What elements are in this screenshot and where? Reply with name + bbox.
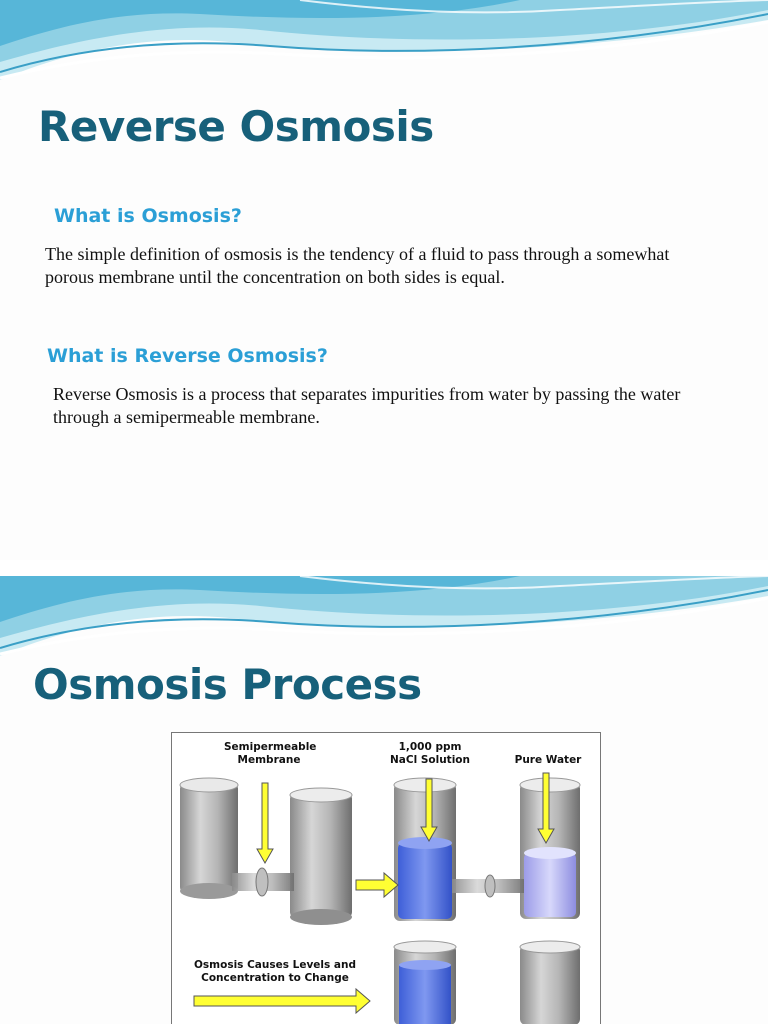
wave-banner <box>0 576 768 666</box>
slide-gap <box>0 560 768 576</box>
reverse-osmosis-definition: Reverse Osmosis is a process that separates impurities from water by passing the water through a semipermeable membrane. <box>53 384 681 427</box>
osmosis-diagram <box>171 732 601 1024</box>
empty-tank-right <box>290 788 352 925</box>
slide-title: Reverse Osmosis <box>38 102 434 151</box>
nacl-label <box>386 741 474 767</box>
membrane-pointer-arrow <box>257 783 273 863</box>
pure-water-tank <box>520 778 580 919</box>
slide-title: Osmosis Process <box>33 660 422 709</box>
membrane-label <box>224 741 317 767</box>
change-label-line2: Concentration to Change <box>201 972 349 984</box>
change-arrow-bottom <box>194 989 370 1013</box>
empty-tank-left <box>180 778 238 899</box>
membrane-label-line2: Membrane <box>237 754 301 766</box>
nacl-label-line2: NaCl Solution <box>390 754 470 766</box>
changed-level-tank-right <box>520 941 580 1024</box>
slide-osmosis-process <box>0 576 768 1024</box>
change-label <box>190 959 360 985</box>
nacl-solution-tank <box>394 778 456 921</box>
process-arrow-right <box>356 873 398 897</box>
wave-banner <box>0 0 768 90</box>
osmosis-heading: What is Osmosis? <box>54 205 242 227</box>
changed-level-tank-left <box>394 941 456 1024</box>
reverse-osmosis-heading: What is Reverse Osmosis? <box>47 345 328 367</box>
pure-water-label-line1: Pure Water <box>514 754 582 766</box>
pure-water-label <box>508 754 588 767</box>
osmosis-definition: The simple definition of osmosis is the tendency of a fluid to pass through a somewhat porous membrane until the concentration on both sides is equal. <box>45 244 670 287</box>
nacl-label-line1: 1,000 ppm <box>398 741 462 753</box>
connecting-pipe-right <box>452 875 524 897</box>
membrane-label-line1: Semipermeable <box>224 741 317 753</box>
change-label-line1: Osmosis Causes Levels and <box>194 959 356 971</box>
connecting-pipe-left <box>232 868 294 896</box>
